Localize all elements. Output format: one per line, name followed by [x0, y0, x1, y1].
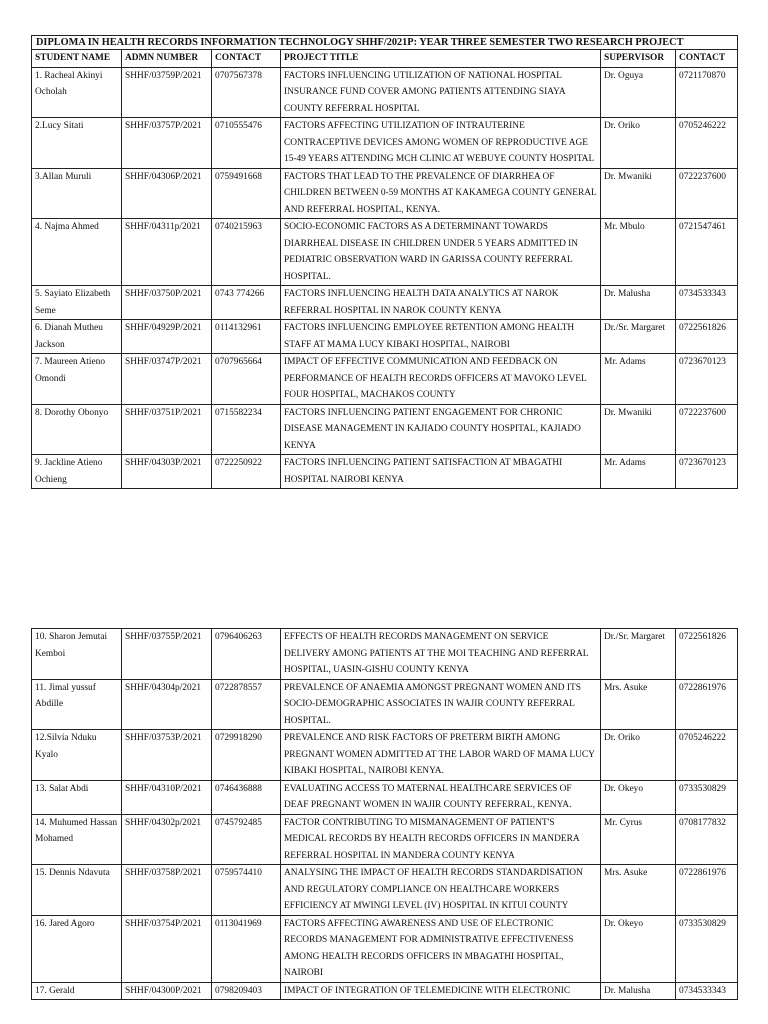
supervisor-cell: Dr. Malusha	[601, 286, 676, 320]
student-name-cell: 16. Jared Agoro	[32, 915, 122, 982]
student-name-cell: 1. Racheal Akinyi Ocholah	[32, 67, 122, 118]
supervisor-contact-cell: 0722561826	[676, 320, 738, 354]
supervisor-cell: Dr. Okeyo	[601, 915, 676, 982]
contact-cell: 0113041969	[212, 915, 281, 982]
student-name-cell: 12.Silvia Nduku Kyalo	[32, 730, 122, 781]
contact-cell: 0722250922	[212, 455, 281, 489]
table-row	[32, 320, 738, 354]
student-name-cell: 17. Gerald	[32, 982, 122, 1000]
contact-cell: 0715582234	[212, 404, 281, 455]
supervisor-contact-cell: 0723670123	[676, 354, 738, 405]
admn-number-cell: SHHF/04302p/2021	[122, 814, 212, 865]
table-row	[32, 982, 738, 1000]
table-row	[32, 219, 738, 286]
supervisor-cell: Mrs. Asuke	[601, 865, 676, 916]
project-title-cell: FACTORS INFLUENCING PATIENT ENGAGEMENT FOR CHRONIC DISEASE MANAGEMENT IN KAJIADO COUNTY HOSPITAL, KAJIADO KENYA	[281, 404, 601, 455]
supervisor-cell: Mr. Mbulo	[601, 219, 676, 286]
header-supervisor-contact: CONTACT	[676, 50, 738, 68]
supervisor-cell: Dr. Mwaniki	[601, 404, 676, 455]
student-name-cell: 2.Lucy Sitati	[32, 118, 122, 169]
contact-cell: 0759574410	[212, 865, 281, 916]
projects-table-page-2	[31, 628, 738, 1000]
admn-number-cell: SHHF/03754P/2021	[122, 915, 212, 982]
project-title-cell: PREVALENCE OF ANAEMIA AMONGST PREGNANT WOMEN AND ITS SOCIO-DEMOGRAPHIC ASSOCIATES IN WAJIR COUNTY REFERRAL HOSPITAL.	[281, 679, 601, 730]
admn-number-cell: SHHF/04929P/2021	[122, 320, 212, 354]
project-title-cell: FACTORS INFLUENCING HEALTH DATA ANALYTICS AT NAROK REFERRAL HOSPITAL IN NAROK COUNTY KENYA	[281, 286, 601, 320]
contact-cell: 0796406263	[212, 629, 281, 680]
admn-number-cell: SHHF/04311p/2021	[122, 219, 212, 286]
supervisor-contact-cell: 0722237600	[676, 404, 738, 455]
table-row	[32, 915, 738, 982]
project-title-cell: FACTORS INFLUENCING PATIENT SATISFACTION AT MBAGATHI HOSPITAL NAIROBI KENYA	[281, 455, 601, 489]
supervisor-cell: Dr. Oguya	[601, 67, 676, 118]
supervisor-contact-cell: 0705246222	[676, 118, 738, 169]
document-title: DIPLOMA IN HEALTH RECORDS INFORMATION TECHNOLOGY SHHF/2021P: YEAR THREE SEMESTER TWO RESEARCH PROJECT	[32, 36, 738, 50]
admn-number-cell: SHHF/04303P/2021	[122, 455, 212, 489]
contact-cell: 0759491668	[212, 168, 281, 219]
table-row	[32, 168, 738, 219]
supervisor-contact-cell: 0708177832	[676, 814, 738, 865]
admn-number-cell: SHHF/03755P/2021	[122, 629, 212, 680]
header-supervisor: SUPERVISOR	[601, 50, 676, 68]
table-row	[32, 629, 738, 680]
student-name-cell: 11. Jimal yussuf Abdille	[32, 679, 122, 730]
project-title-cell: FACTORS AFFECTING UTILIZATION OF INTRAUTERINE CONTRACEPTIVE DEVICES AMONG WOMEN OF REPRODUCTIVE AGE 15-49 YEARS ATTENDING MCH CLINIC AT WEBUYE COUNTY HOSPITAL	[281, 118, 601, 169]
supervisor-cell: Dr. Oriko	[601, 118, 676, 169]
contact-cell: 0740215963	[212, 219, 281, 286]
supervisor-cell: Dr./Sr. Margaret	[601, 320, 676, 354]
student-name-cell: 6. Dianah Mutheu Jackson	[32, 320, 122, 354]
project-title-cell: PREVALENCE AND RISK FACTORS OF PRETERM BIRTH AMONG PREGNANT WOMEN ADMITTED AT THE LABOR WARD OF MAMA LUCY KIBAKI HOSPITAL, NAIROBI KENYA.	[281, 730, 601, 781]
student-name-cell: 3.Allan Muruli	[32, 168, 122, 219]
student-name-cell: 15. Dennis Ndavuta	[32, 865, 122, 916]
contact-cell: 0707567378	[212, 67, 281, 118]
contact-cell: 0745792485	[212, 814, 281, 865]
admn-number-cell: SHHF/04304p/2021	[122, 679, 212, 730]
student-name-cell: 5. Sayiato Elizabeth Seme	[32, 286, 122, 320]
table-row	[32, 455, 738, 489]
student-name-cell: 10. Sharon Jemutai Kemboi	[32, 629, 122, 680]
student-name-cell: 8. Dorothy Obonyo	[32, 404, 122, 455]
supervisor-contact-cell: 0722237600	[676, 168, 738, 219]
admn-number-cell: SHHF/03757P/2021	[122, 118, 212, 169]
table-row	[32, 730, 738, 781]
project-title-cell: IMPACT OF INTEGRATION OF TELEMEDICINE WITH ELECTRONIC	[281, 982, 601, 1000]
projects-table-page-1	[31, 35, 738, 489]
supervisor-contact-cell: 0721547461	[676, 219, 738, 286]
supervisor-cell: Dr. Okeyo	[601, 780, 676, 814]
admn-number-cell: SHHF/03750P/2021	[122, 286, 212, 320]
admn-number-cell: SHHF/03759P/2021	[122, 67, 212, 118]
admn-number-cell: SHHF/04300P/2021	[122, 982, 212, 1000]
student-name-cell: 4. Najma Ahmed	[32, 219, 122, 286]
table-row	[32, 404, 738, 455]
project-title-cell: FACTORS INFLUENCING EMPLOYEE RETENTION AMONG HEALTH STAFF AT MAMA LUCY KIBAKI HOSPITAL, NAIROBI	[281, 320, 601, 354]
project-title-cell: SOCIO-ECONOMIC FACTORS AS A DETERMINANT TOWARDS DIARRHEAL DISEASE IN CHILDREN UNDER 5 YEARS ADMITTED IN PEDIATRIC OBSERVATION WARD IN GARISSA COUNTY REFERRAL HOSPITAL.	[281, 219, 601, 286]
supervisor-contact-cell: 0705246222	[676, 730, 738, 781]
table-row	[32, 865, 738, 916]
project-title-cell: FACTORS AFFECTING AWARENESS AND USE OF ELECTRONIC RECORDS MANAGEMENT FOR ADMINISTRATIVE EFFECTIVENESS AMONG HEALTH RECORDS OFFICERS IN MBAGATHI HOSPITAL, NAIROBI	[281, 915, 601, 982]
admn-number-cell: SHHF/04306P/2021	[122, 168, 212, 219]
project-title-cell: FACTORS THAT LEAD TO THE PREVALENCE OF DIARRHEA OF CHILDREN BETWEEN 0-59 MONTHS AT KAKAMEGA COUNTY GENERAL AND REFERRAL HOSPITAL, KENYA.	[281, 168, 601, 219]
table-row	[32, 814, 738, 865]
supervisor-contact-cell: 0721170870	[676, 67, 738, 118]
table-row	[32, 286, 738, 320]
table-row	[32, 780, 738, 814]
table-row	[32, 679, 738, 730]
supervisor-contact-cell: 0723670123	[676, 455, 738, 489]
admn-number-cell: SHHF/03758P/2021	[122, 865, 212, 916]
supervisor-contact-cell: 0733530829	[676, 915, 738, 982]
project-title-cell: IMPACT OF EFFECTIVE COMMUNICATION AND FEEDBACK ON PERFORMANCE OF HEALTH RECORDS OFFICERS AT MAVOKO LEVEL FOUR HOSPITAL, MACHAKOS COUNTY	[281, 354, 601, 405]
supervisor-contact-cell: 0733530829	[676, 780, 738, 814]
table-banner-row	[32, 36, 738, 50]
contact-cell: 0114132961	[212, 320, 281, 354]
supervisor-cell: Mr. Cyrus	[601, 814, 676, 865]
project-title-cell: ANALYSING THE IMPACT OF HEALTH RECORDS STANDARDISATION AND REGULATORY COMPLIANCE ON HEALTHCARE WORKERS EFFICIENCY AT MWINGI LEVEL (IV) HOSPITAL IN KITUI COUNTY	[281, 865, 601, 916]
table-row	[32, 354, 738, 405]
student-name-cell: 13. Salat Abdi	[32, 780, 122, 814]
header-project-title: PROJECT TITLE	[281, 50, 601, 68]
supervisor-contact-cell: 0722561826	[676, 629, 738, 680]
supervisor-contact-cell: 0722861976	[676, 679, 738, 730]
admn-number-cell: SHHF/04310P/2021	[122, 780, 212, 814]
supervisor-contact-cell: 0722861976	[676, 865, 738, 916]
contact-cell: 0743 774266	[212, 286, 281, 320]
student-name-cell: 7. Maureen Atieno Omondi	[32, 354, 122, 405]
header-row	[32, 50, 738, 68]
supervisor-contact-cell: 0734533343	[676, 982, 738, 1000]
admn-number-cell: SHHF/03747P/2021	[122, 354, 212, 405]
contact-cell: 0710555476	[212, 118, 281, 169]
supervisor-cell: Dr. Mwaniki	[601, 168, 676, 219]
student-name-cell: 9. Jackline Atieno Ochieng	[32, 455, 122, 489]
student-name-cell: 14. Muhumed Hassan Mohamed	[32, 814, 122, 865]
supervisor-cell: Mr. Adams	[601, 354, 676, 405]
table-row	[32, 67, 738, 118]
contact-cell: 0798209403	[212, 982, 281, 1000]
project-title-cell: FACTOR CONTRIBUTING TO MISMANAGEMENT OF PATIENT'S MEDICAL RECORDS BY HEALTH RECORDS OFFICERS IN MANDERA REFERRAL HOSPITAL IN MANDERA COUNTY KENYA	[281, 814, 601, 865]
admn-number-cell: SHHF/03751P/2021	[122, 404, 212, 455]
contact-cell: 0729918290	[212, 730, 281, 781]
contact-cell: 0746436888	[212, 780, 281, 814]
supervisor-cell: Dr./Sr. Margaret	[601, 629, 676, 680]
supervisor-cell: Mr. Adams	[601, 455, 676, 489]
header-contact: CONTACT	[212, 50, 281, 68]
table-row	[32, 118, 738, 169]
admn-number-cell: SHHF/03753P/2021	[122, 730, 212, 781]
supervisor-cell: Dr. Malusha	[601, 982, 676, 1000]
contact-cell: 0722878557	[212, 679, 281, 730]
contact-cell: 0707965664	[212, 354, 281, 405]
supervisor-cell: Mrs. Asuke	[601, 679, 676, 730]
project-title-cell: FACTORS INFLUENCING UTILIZATION OF NATIONAL HOSPITAL INSURANCE FUND COVER AMONG PATIENTS ATTENDING SIAYA COUNTY REFERRAL HOSPITAL	[281, 67, 601, 118]
supervisor-cell: Dr. Oriko	[601, 730, 676, 781]
project-title-cell: EVALUATING ACCESS TO MATERNAL HEALTHCARE SERVICES OF DEAF PREGNANT WOMEN IN WAJIR COUNTY REFERRAL, KENYA.	[281, 780, 601, 814]
supervisor-contact-cell: 0734533343	[676, 286, 738, 320]
project-title-cell: EFFECTS OF HEALTH RECORDS MANAGEMENT ON SERVICE DELIVERY AMONG PATIENTS AT THE MOI TEACHING AND REFERRAL HOSPITAL, UASIN-GISHU COUNTY KENYA	[281, 629, 601, 680]
header-admn-number: ADMN NUMBER	[122, 50, 212, 68]
header-student-name: STUDENT NAME	[32, 50, 122, 68]
